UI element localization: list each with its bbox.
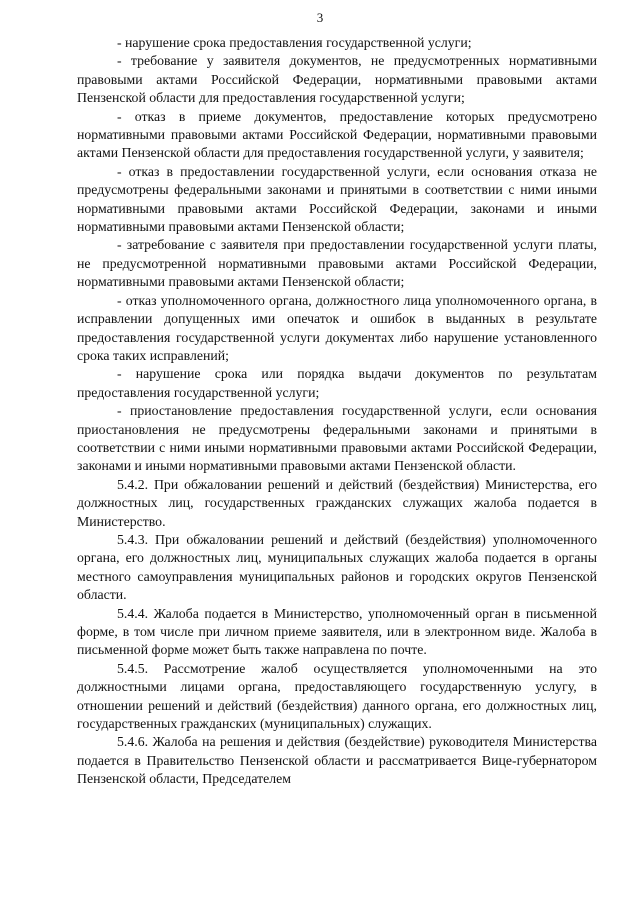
document-body — [77, 34, 597, 789]
list-item-extra-documents: - требование у заявителя документов, не предусмотренных нормативными правовыми актами Российской Федерации, нормативными правовыми актами Пензенской области для предоставления государственной услуги; — [77, 53, 597, 106]
page-number: 3 — [316, 10, 324, 25]
section-5-4-5: 5.4.5. Рассмотрение жалоб осуществляется уполномоченными на это должностными лицами органа, предоставляющего государственную услугу, в отношении решений и действий (бездействия) данного органа, его должностных лиц, государственных гражданских (муниципальных) служащих. — [77, 660, 597, 732]
list-item-issuance-violation: - нарушение срока или порядка выдачи документов по результатам предоставления государственной услуги; — [77, 366, 597, 400]
section-5-4-6: 5.4.6. Жалоба на решения и действия (бездействие) руководителя Министерства подается в Правительство Пензенской области и рассматривается Вице-губернатором Пензенской области, Председателем — [77, 734, 597, 787]
list-item-refusal-acceptance: - отказ в приеме документов, предоставление которых предусмотрено нормативными правовыми актами Российской Федерации, нормативными правовыми актами Пензенской области для предоставления государственной услуги, у заявителя; — [77, 108, 597, 161]
list-item-refusal-corrections: - отказ уполномоченного органа, должностного лица уполномоченного органа, в исправлении допущенных ими опечаток и ошибок в выданных в результате предоставления государственной услуги документах либо нарушение установленного срока таких исправлений; — [77, 292, 597, 363]
list-item-suspension: - приостановление предоставления государственной услуги, если основания приостановления не предусмотрены федеральными законами и принятыми в соответствии с ними иными нормативными правовыми актами Российской Федерации, законами и иными нормативными правовыми актами Пензенской области. — [77, 403, 597, 474]
section-5-4-4: 5.4.4. Жалоба подается в Министерство, уполномоченный орган в письменной форме, в том числе при личном приеме заявителя, или в электронном виде. Жалоба в письменной форме может быть также направлена по почте. — [77, 605, 597, 658]
section-5-4-2: 5.4.2. При обжаловании решений и действий (бездействия) Министерства, его должностных лиц, государственных гражданских служащих жалоба подается в Министерство. — [77, 476, 597, 529]
list-item-violation-deadline: - нарушение срока предоставления государственной услуги; — [117, 35, 472, 50]
list-item-payment-demand: - затребование с заявителя при предоставлении государственной услуги платы, не предусмотренной нормативными правовыми актами Российской Федерации, нормативными правовыми актами Пензенской области; — [77, 237, 597, 290]
list-item-refusal-service: - отказ в предоставлении государственной услуги, если основания отказа не предусмотрены федеральными законами и принятыми в соответствии с ними иными нормативными правовыми актами Российской Федерации, законами и иными нормативными правовыми актами Пензенской области; — [77, 163, 597, 235]
section-5-4-3: 5.4.3. При обжаловании решений и действий (бездействия) уполномоченного органа, его должностных лиц, муниципальных служащих жалоба подается в органы местного самоуправления муниципальных районов и городских округов Пензенской области. — [77, 531, 597, 603]
